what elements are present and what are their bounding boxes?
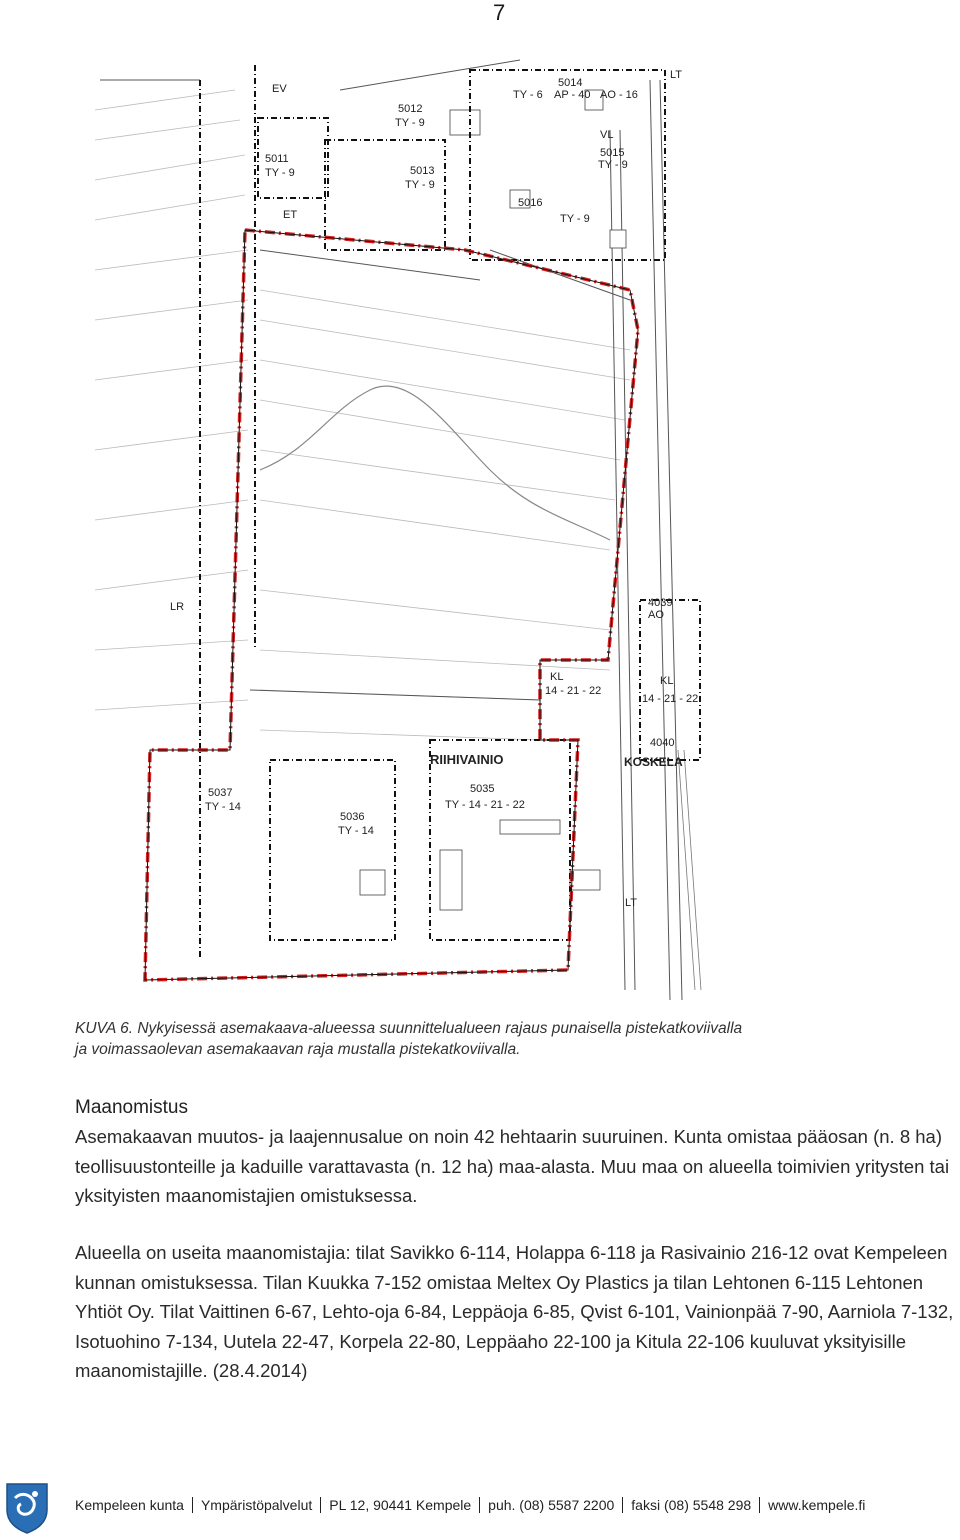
map-label-lt-top: LT: [670, 69, 683, 81]
map-label-ap40: AP - 40: [554, 89, 591, 101]
page-number: 7: [493, 0, 506, 25]
footer-separator: [192, 1497, 193, 1513]
map-label-5011: 5011: [265, 153, 289, 165]
map-label-kl1-code: 14 - 21 - 22: [545, 685, 602, 697]
map-label-5037: 5037: [208, 787, 233, 799]
map-label-ty6: TY - 6: [513, 89, 543, 101]
footer-separator: [759, 1497, 760, 1513]
figure-caption: [75, 1018, 935, 1060]
paragraph-land-area: Asemakaavan muutos- ja laajennusalue on noin 42 hehtaarin suuruinen. Kunta omistaa pääosan (n. 8 ha) teollisuustonteille ja kaduille varattavasta (n. 12 ha) maa-alasta. Muu maa on alueella toimivien yritysten tai yksityisten maanomistajien omistuksessa.: [75, 1126, 950, 1206]
map-label-et: ET: [283, 209, 298, 221]
map-label-ty14b: TY - 14: [338, 825, 374, 837]
map-label-kl2-code: 14 - 21 - 22: [642, 693, 699, 705]
paragraph-land-owners: Alueella on useita maanomistajia: tilat Savikko 6-114, Holappa 6-118 ja Rasivainio 216-12 ovat Kempeleen kunnan omistuksessa. Tilan Kuukka 7-152 omistaa Meltex Oy Plastics ja tilan Lehtonen 6-115 Lehtonen Yhtiöt Oy. Tilat Vaittinen 6-67, Lehto-oja 6-84, Leppäoja 6-85, Qvist 6-101, Vainionpää 7-90, Aarniola 7-132, Isotuohino 7-134, Uutela 22-47, Korpela 22-80, Leppäaho 22-100 ja Kitula 22-106 kuuluvat yksityisille maanomistajille. (28.4.2014): [75, 1242, 954, 1381]
map-label-ty9b: TY - 9: [265, 167, 295, 179]
map-label-5013: 5013: [410, 165, 435, 177]
map-label-ao: AO: [648, 609, 664, 621]
map-label-4040: 4040: [650, 737, 675, 749]
map-label-4039: 4039: [648, 597, 673, 609]
map-label-riihivainio: RIIHIVAINIO: [430, 752, 504, 767]
map-label-5014: 5014: [558, 77, 583, 89]
footer-org: Kempeleen kunta: [75, 1497, 184, 1513]
footer-separator: [320, 1497, 321, 1513]
caption-line-2: ja voimassaolevan asemakaavan raja mustalla pistekatkoviivalla.: [75, 1041, 521, 1058]
map-label-vl: VL: [600, 129, 614, 141]
zoning-map: [70, 50, 705, 1005]
map-label-5012: 5012: [398, 103, 423, 115]
footer-separator: [622, 1497, 623, 1513]
map-label-lt-bottom: LT: [625, 897, 638, 909]
map-label-ty14a: TY - 14: [205, 801, 241, 813]
map-label-koskela: KOSKELA: [624, 755, 683, 769]
map-label-kl1: KL: [550, 671, 564, 683]
map-label-ty14c: TY - 14 - 21 - 22: [445, 799, 525, 811]
footer-fax: faksi (08) 5548 298: [631, 1497, 752, 1513]
map-label-5016: 5016: [518, 197, 543, 209]
map-label-lr: LR: [170, 601, 185, 613]
municipality-crest-icon: [5, 1482, 49, 1534]
section-heading: Maanomistus: [75, 1097, 188, 1118]
footer-dept: Ympäristöpalvelut: [200, 1497, 313, 1513]
page-footer: [75, 1497, 865, 1513]
map-label-ao16: AO - 16: [600, 89, 638, 101]
footer-web-link[interactable]: www.kempele.fi: [768, 1497, 866, 1513]
map-label-ty9c: TY - 9: [405, 179, 435, 191]
footer-separator: [479, 1497, 480, 1513]
map-label-ty9e: TY - 9: [560, 213, 590, 225]
zoning-map-svg: [70, 50, 705, 1005]
map-label-ty9a: TY - 9: [395, 117, 425, 129]
map-label-5035: 5035: [470, 783, 495, 795]
map-label-5015: 5015: [600, 147, 625, 159]
map-label-5036: 5036: [340, 811, 365, 823]
caption-line-1: KUVA 6. Nykyisessä asemakaava-alueessa suunnittelualueen rajaus punaisella pistekatkoviivalla: [75, 1020, 743, 1037]
map-label-kl2: KL: [660, 675, 674, 687]
map-label-ev: EV: [272, 83, 287, 95]
footer-address: PL 12, 90441 Kempele: [329, 1497, 472, 1513]
footer-phone: puh. (08) 5587 2200: [488, 1497, 615, 1513]
map-label-ty9d: TY - 9: [598, 159, 628, 171]
